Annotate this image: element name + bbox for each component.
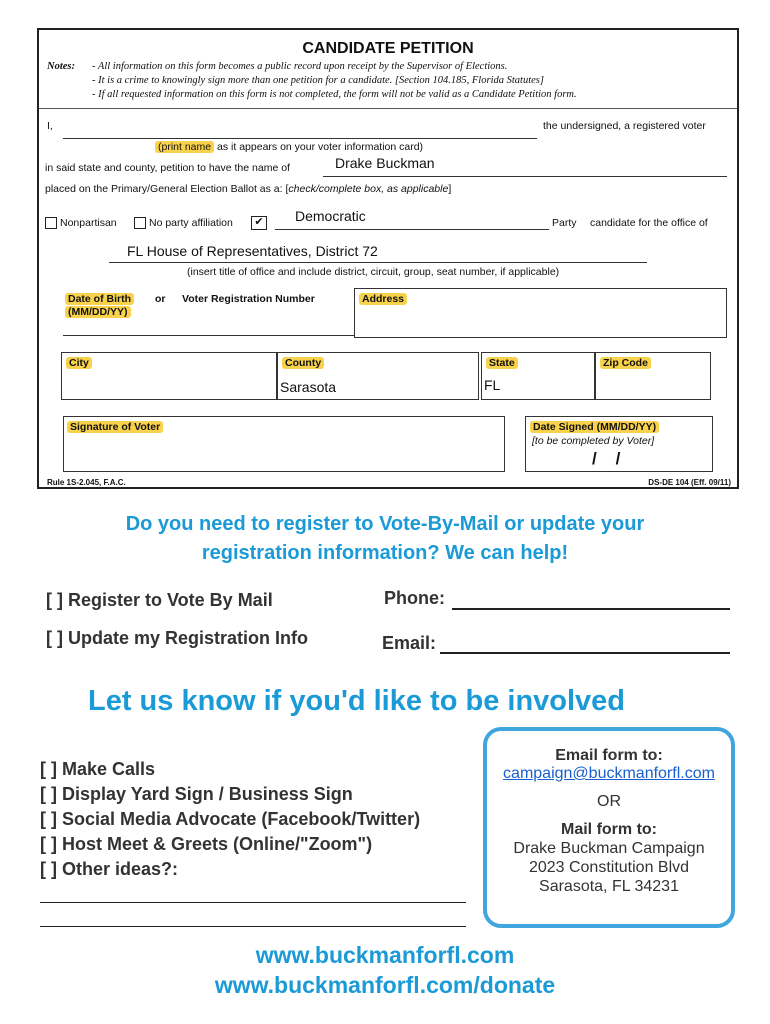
note-line: - It is a crime to knowingly sign more than one petition for a candidate. [Section 104.185, Florida Statutes] — [92, 75, 544, 86]
email-line[interactable] — [440, 652, 730, 654]
nonpartisan-label: Nonpartisan — [60, 217, 117, 229]
placed-text-start: placed on the Primary/General Election Ballot as a: [ — [45, 183, 289, 195]
date-slashes: / / — [592, 449, 621, 468]
option-other-ideas[interactable]: [ ] Other ideas?: — [40, 859, 179, 879]
register-heading-line1: Do you need to register to Vote-By-Mail or update your — [125, 513, 645, 535]
dob-voter-reg-field[interactable] — [63, 335, 355, 336]
candidate-name-value[interactable]: Drake Buckman — [335, 155, 435, 171]
city-field[interactable] — [61, 352, 277, 400]
office-line — [109, 262, 647, 263]
divider — [39, 108, 737, 109]
voter-name-line[interactable] — [63, 138, 537, 139]
party-checkbox-checked[interactable]: ✔ — [251, 216, 267, 230]
candidate-for-text: candidate for the office of — [590, 217, 708, 229]
option-host-meet[interactable]: [ ] Host Meet & Greets (Online/"Zoom") — [40, 834, 373, 854]
phone-line[interactable] — [452, 608, 730, 610]
nonpartisan-checkbox[interactable] — [45, 217, 57, 229]
address-field[interactable] — [354, 288, 727, 338]
print-name-rest: as it appears on your voter information card) — [217, 141, 424, 153]
signature-field[interactable] — [63, 416, 505, 472]
date-signed-label: Date Signed (MM/DD/YY) — [530, 421, 659, 433]
website-links — [0, 940, 770, 1000]
voter-reg-label: Voter Registration Number — [182, 293, 315, 305]
or-label: or — [155, 293, 166, 305]
county-label: County — [282, 357, 324, 369]
form-id: DS-DE 104 (Eff. 09/11) — [648, 478, 731, 487]
undersigned-text: the undersigned, a registered voter — [543, 120, 706, 132]
register-heading-line2: registration information? We can help! — [201, 542, 569, 564]
register-vote-by-mail-option[interactable]: [ ] Register to Vote By Mail — [46, 590, 273, 610]
print-name-hint — [155, 141, 423, 153]
date-signed-hint: [to be completed by Voter] — [532, 435, 655, 447]
dob-label-line1: Date of Birth — [65, 293, 134, 305]
register-heading — [0, 510, 770, 568]
dob-label — [65, 293, 134, 319]
placed-text-end: ] — [448, 183, 452, 195]
print-name-highlight: (print name — [155, 141, 214, 153]
date-signed-hint-text: to be completed by Voter — [534, 435, 652, 447]
note-line: - All information on this form becomes a public record upon receipt by the Supervisor of Elections. — [92, 61, 508, 72]
campaign-email-link[interactable]: campaign@buckmanforfl.com — [503, 765, 715, 782]
email-form-heading: Email form to: — [555, 747, 663, 764]
party-label: Party — [552, 217, 577, 229]
petition-title: CANDIDATE PETITION — [302, 40, 474, 57]
zip-field[interactable] — [595, 352, 711, 400]
address-label: Address — [359, 293, 407, 305]
contact-box — [483, 727, 735, 928]
address-line: 2023 Constitution Blvd — [528, 859, 690, 876]
signature-label: Signature of Voter — [67, 421, 163, 433]
state-label: State — [486, 357, 518, 369]
placed-text — [45, 183, 451, 195]
or-text: OR — [597, 793, 621, 810]
mail-address — [487, 839, 731, 896]
petition-text: in said state and county, petition to have the name of — [45, 162, 290, 174]
placed-text-italic: check/complete box, as applicable — [288, 183, 449, 195]
update-registration-option[interactable]: [ ] Update my Registration Info — [46, 628, 309, 648]
option-yard-sign[interactable]: [ ] Display Yard Sign / Business Sign — [40, 784, 353, 804]
notes-label: Notes: — [47, 61, 75, 72]
dob-label-line2: (MM/DD/YY) — [65, 306, 131, 318]
i-label: I, — [47, 120, 53, 132]
other-ideas-line-2[interactable] — [40, 926, 466, 927]
date-signed-field[interactable] — [525, 416, 713, 472]
no-party-checkbox[interactable] — [134, 217, 146, 229]
candidate-name-line — [323, 176, 727, 177]
involved-heading: Let us know if you'd like to be involved — [88, 685, 626, 717]
address-line: Drake Buckman Campaign — [513, 840, 705, 857]
state-value: FL — [484, 377, 501, 393]
option-social-media[interactable]: [ ] Social Media Advocate (Facebook/Twitter) — [40, 809, 421, 829]
rule-reference: Rule 1S-2.045, F.A.C. — [47, 478, 126, 487]
candidate-petition-form — [37, 28, 739, 489]
city-label: City — [66, 357, 92, 369]
zip-label: Zip Code — [600, 357, 651, 369]
county-value: Sarasota — [280, 379, 337, 395]
option-make-calls[interactable]: [ ] Make Calls — [40, 759, 156, 779]
county-field[interactable] — [277, 352, 479, 400]
party-line — [275, 229, 549, 230]
note-line: - If all requested information on this form is not completed, the form will not be valid as a Candidate Petition form. — [92, 89, 577, 100]
website-link[interactable]: www.buckmanforfl.com — [255, 942, 515, 968]
other-ideas-line-1[interactable] — [40, 902, 466, 903]
no-party-label: No party affiliation — [149, 217, 233, 229]
donate-link[interactable]: www.buckmanforfl.com/donate — [214, 972, 556, 998]
office-value[interactable]: FL House of Representatives, District 72 — [127, 243, 378, 259]
mail-form-heading: Mail form to: — [561, 821, 657, 838]
office-hint: (insert title of office and include district, circuit, group, seat number, if applicable) — [187, 266, 560, 278]
party-value[interactable]: Democratic — [295, 208, 366, 224]
phone-label: Phone: — [384, 588, 445, 608]
email-label: Email: — [382, 633, 437, 653]
address-line: Sarasota, FL 34231 — [539, 878, 679, 895]
state-field[interactable] — [481, 352, 595, 400]
